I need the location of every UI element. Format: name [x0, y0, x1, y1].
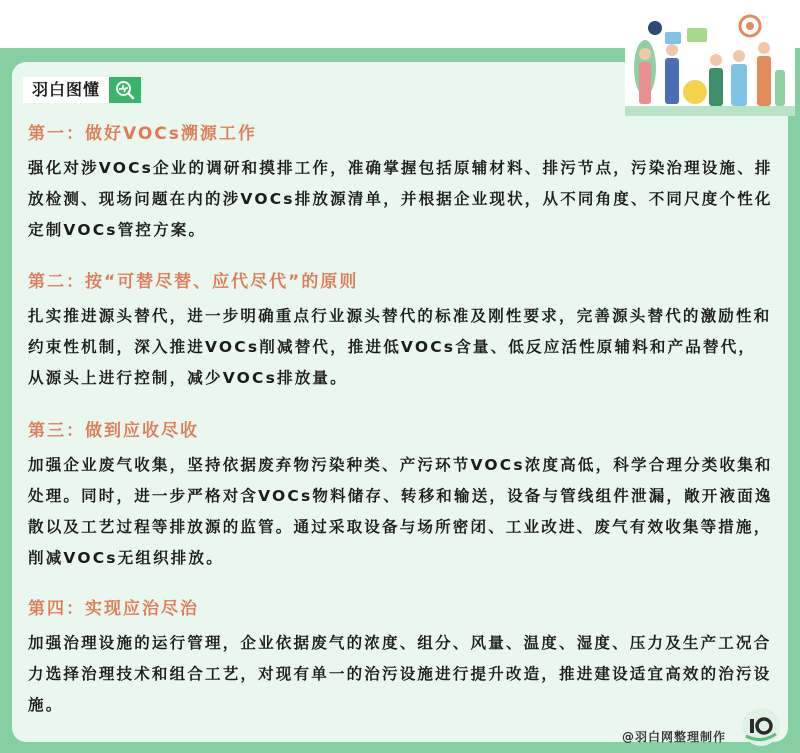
- section-title: 第四：实现应治尽治: [28, 599, 199, 619]
- header-title: 羽白图懂: [23, 77, 109, 103]
- section-body: 扎实推进源头替代，进一步明确重点行业源头替代的标准及刚性要求，完善源头替代的激励性和约束性机制，深入推进VOCs削减替代，推进低VOCs含量、低反应活性原辅料和产品替代，从源头上进行控制，减少VOCs排放量。: [28, 307, 772, 387]
- magnifier-chart-icon: [109, 77, 141, 103]
- section-body: 强化对涉VOCs企业的调研和摸排工作，准确掌握包括原辅材料、排污节点，污染治理设施、排放检测、现场问题在内的涉VOCs排放源清单，并根据企业现状，从不同角度、不同尺度个性化定制VOCs管控方案。: [28, 159, 773, 239]
- header-label: [23, 77, 141, 103]
- section-title: 第三：做到应收尽收: [28, 421, 199, 441]
- section-body: 加强治理设施的运行管理，企业依据废气的浓度、组分、风量、温度、湿度、压力及生产工况合力选择治理技术和组合工艺，对现有单一的治污设施进行提升改造，推进建设适宜高效的治污设施。: [28, 634, 772, 714]
- section-body: 加强企业废气收集，坚持依据废弃物污染种类、产污环节VOCs浓度高低，科学合理分类收集和处理。同时，进一步严格对含VOCs物料储存、转移和输送，设备与管线组件泄漏，敞开液面逸散以及工艺过程等排放源的监管。通过采取设备与场所密闭、工业改进、废气有效收集等措施，削减VOCs无组织排放。: [28, 456, 773, 567]
- section-title: 第一：做好VOCs溯源工作: [28, 124, 257, 144]
- team-illustration: [625, 8, 795, 116]
- footer-credit: @羽白网整理制作: [622, 730, 727, 744]
- section-4: [28, 596, 778, 721]
- brand-logo: [738, 706, 784, 748]
- section-title: 第二：按“可替尽替、应代尽代”的原则: [28, 272, 359, 292]
- section-3: [28, 418, 778, 574]
- section-2: [28, 269, 778, 394]
- section-1: [28, 121, 778, 246]
